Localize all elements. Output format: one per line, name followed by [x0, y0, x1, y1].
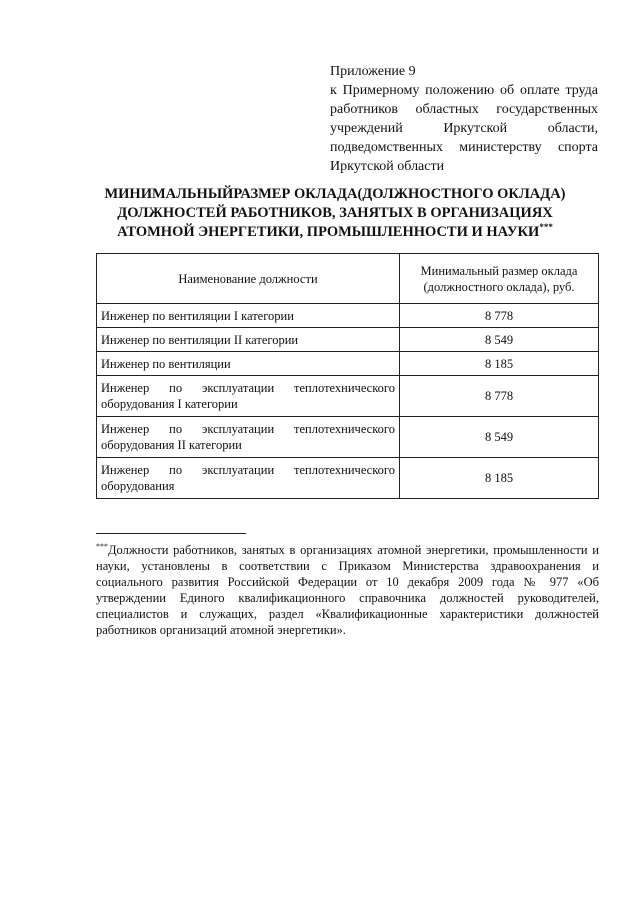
- salary-table: [96, 253, 599, 499]
- document-title: [80, 185, 590, 242]
- position-name: Инженер по эксплуатации теплотехнического оборудования II категории: [97, 417, 400, 458]
- title-line: [80, 223, 590, 242]
- position-name: Инженер по эксплуатации теплотехнического оборудования: [97, 458, 400, 499]
- appendix-line: Иркутской области: [330, 159, 445, 174]
- salary-value: 8 185: [400, 352, 599, 376]
- salary-value: 8 778: [400, 304, 599, 328]
- position-name: Инженер по вентиляции I категории: [97, 304, 400, 328]
- appendix-line: учреждений Иркутской области,: [330, 121, 598, 136]
- footnote-divider: [96, 533, 246, 534]
- table-header-row: [97, 254, 599, 304]
- table-row: [97, 328, 599, 352]
- appendix-note: [330, 62, 598, 176]
- position-name: Инженер по вентиляции II категории: [97, 328, 400, 352]
- appendix-line: к Примерному положению об оплате труда: [330, 83, 598, 98]
- column-header-position: Наименование должности: [97, 254, 400, 304]
- footnote-marker: ***: [96, 541, 108, 551]
- table-row: [97, 304, 599, 328]
- appendix-line: подведомственных министерству спорта: [330, 140, 598, 155]
- table-row: [97, 458, 599, 499]
- footnote-text: Должности работников, занятых в организациях атомной энергетики, промышленности и науки, установлены в соответствии с Приказом Министерства здравоохранения и социального развития Российской Федерации от 10 декабря 2009 года № 977 «Об утверждении Единого квалификационного справочника должностей руководителей, специалистов и служащих, раздел «Квалификационные характеристики должностей работников организаций атомной энергетики».: [96, 543, 599, 637]
- position-name: Инженер по вентиляции: [97, 352, 400, 376]
- table-row: [97, 376, 599, 417]
- appendix-line: работников областных государственных: [330, 102, 598, 117]
- footnote: [96, 542, 599, 638]
- position-name: Инженер по эксплуатации теплотехнического оборудования I категории: [97, 376, 400, 417]
- salary-value: 8 549: [400, 328, 599, 352]
- salary-value: 8 778: [400, 376, 599, 417]
- appendix-line: Приложение 9: [330, 64, 416, 79]
- salary-value: 8 549: [400, 417, 599, 458]
- footnote-marker: ***: [539, 222, 553, 233]
- table-row: [97, 352, 599, 376]
- title-line: МИНИМАЛЬНЫЙРАЗМЕР ОКЛАДА(ДОЛЖНОСТНОГО ОКЛАДА): [104, 186, 566, 202]
- column-header-salary: Минимальный размер оклада (должностного оклада), руб.: [400, 254, 599, 304]
- title-line-text: АТОМНОЙ ЭНЕРГЕТИКИ, ПРОМЫШЛЕННОСТИ И НАУКИ: [117, 224, 540, 240]
- salary-value: 8 185: [400, 458, 599, 499]
- title-line: ДОЛЖНОСТЕЙ РАБОТНИКОВ, ЗАНЯТЫХ В ОРГАНИЗАЦИЯХ: [117, 205, 553, 221]
- table-row: [97, 417, 599, 458]
